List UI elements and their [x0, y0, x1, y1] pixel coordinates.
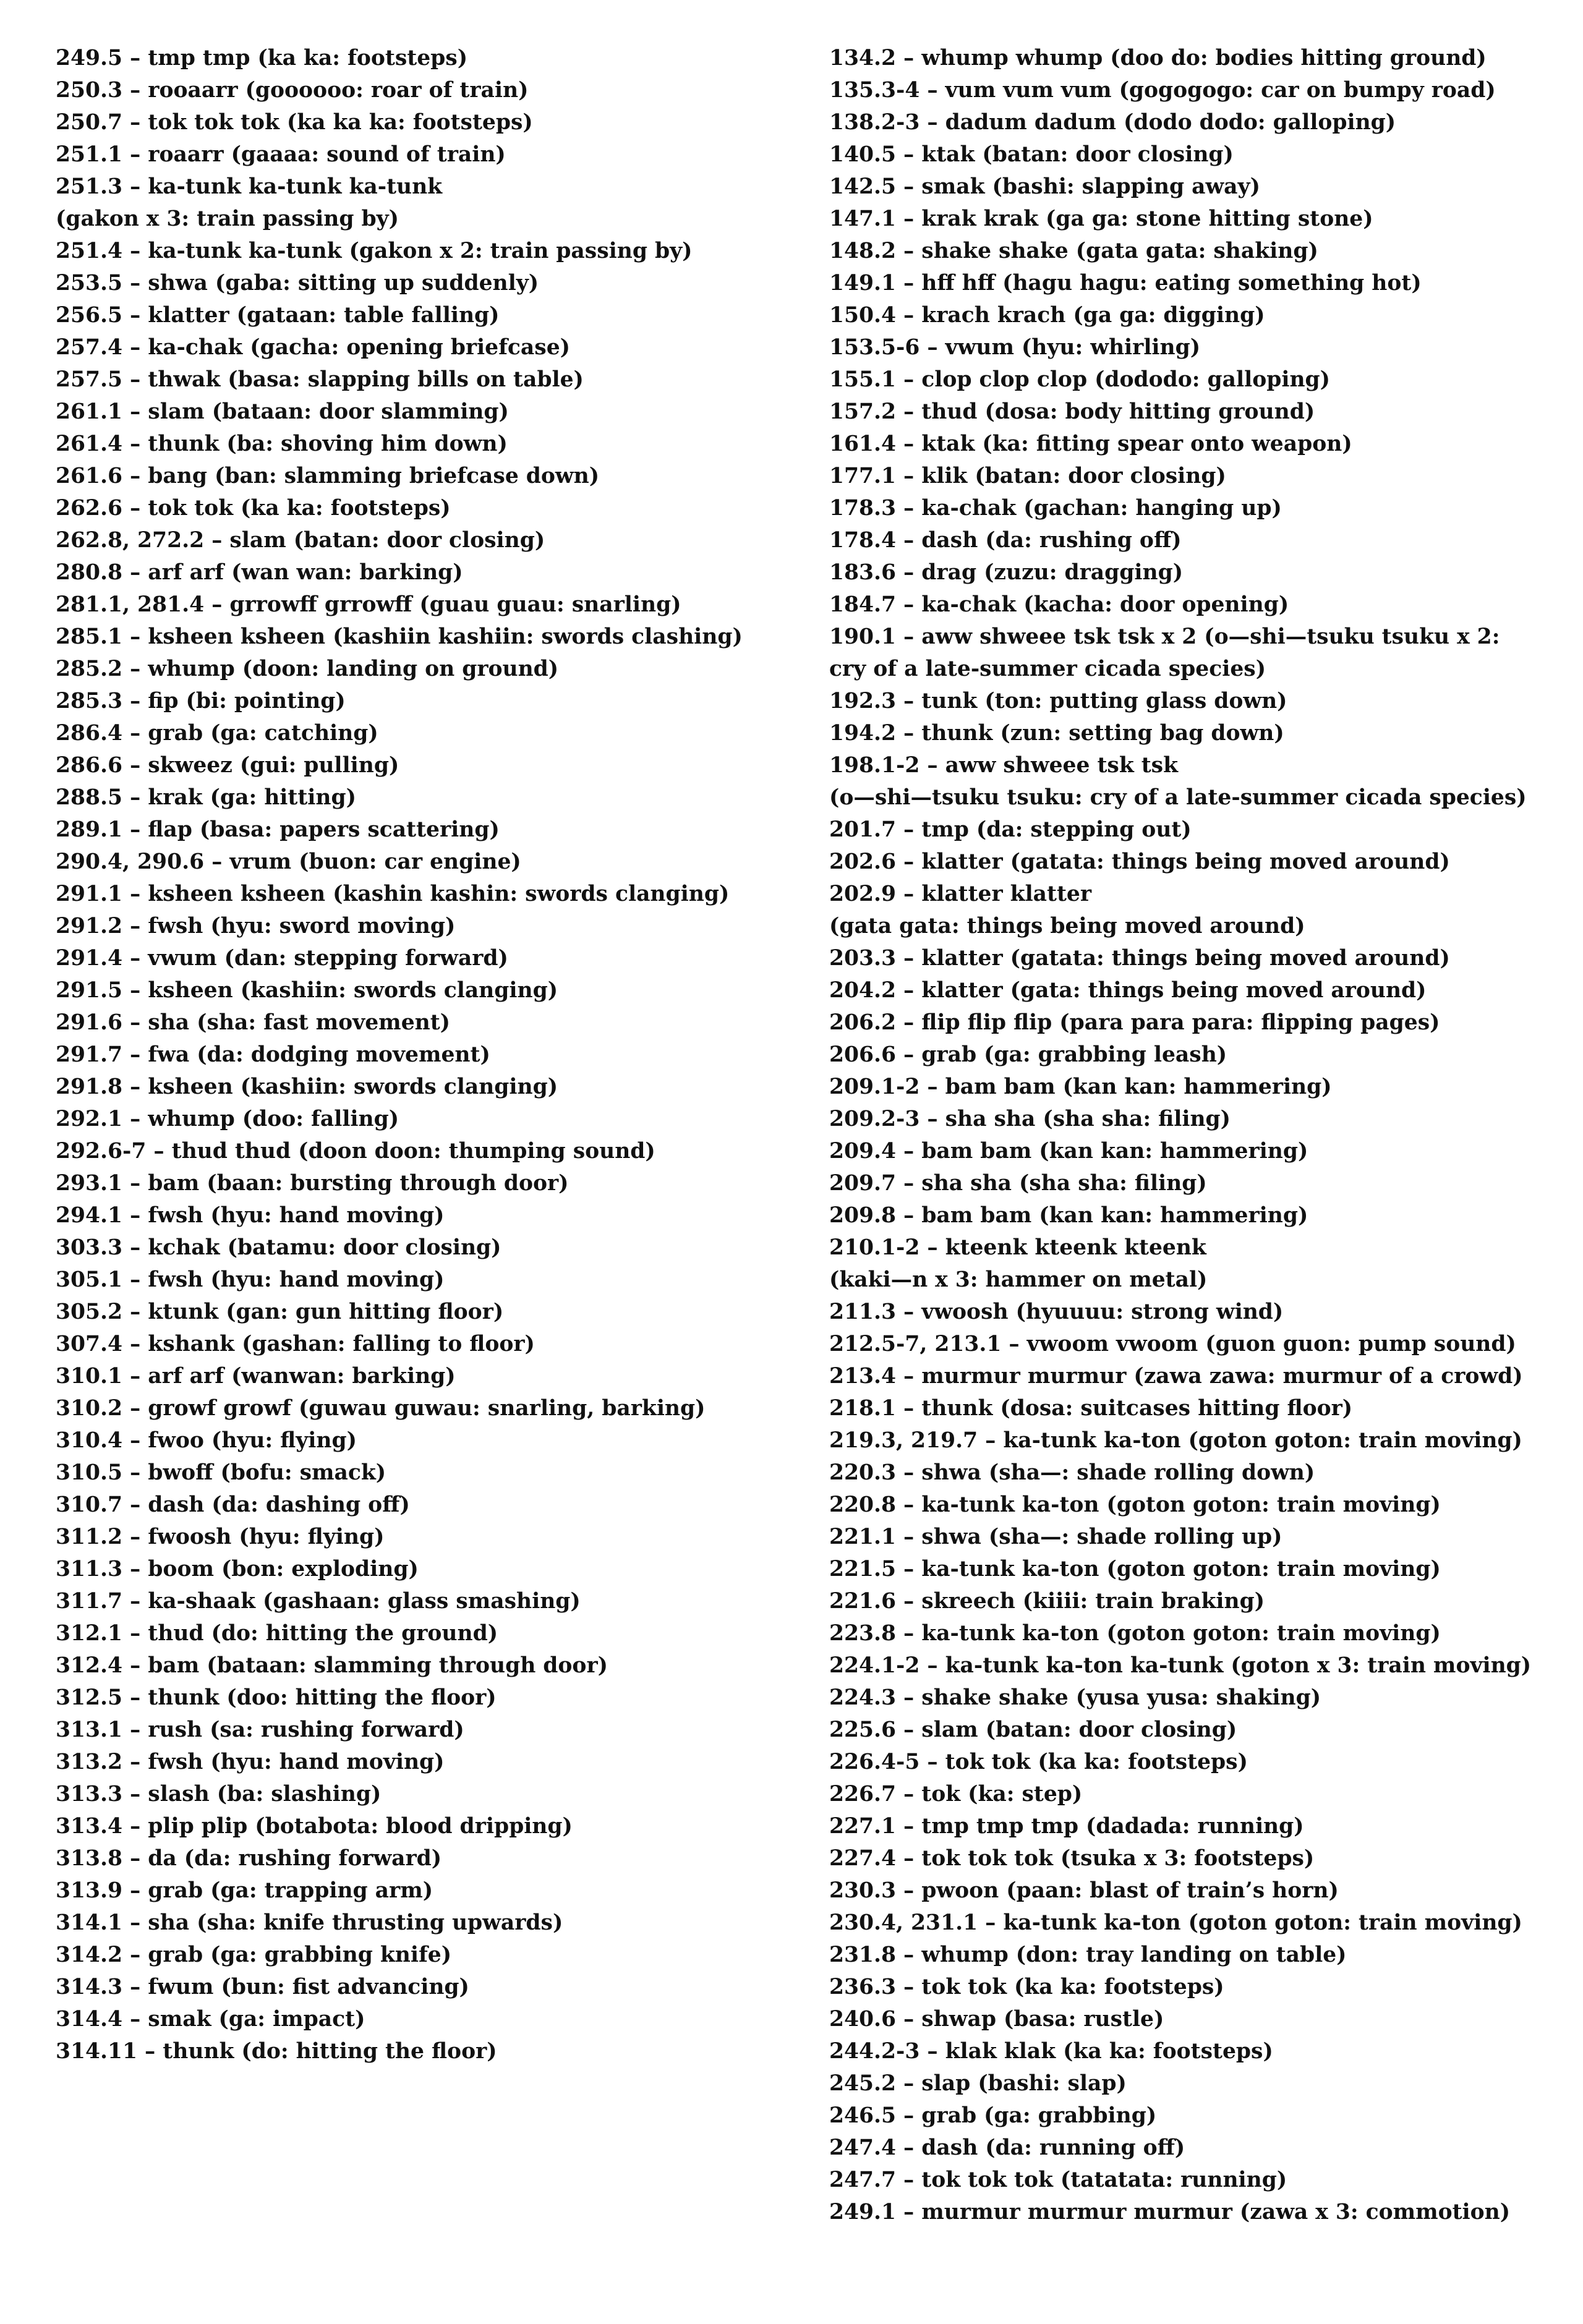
sfx-entry: 134.2 – whump whump (doo do: bodies hitting ground): [829, 46, 1487, 70]
sfx-entry: 257.4 – ka-chak (gacha: opening briefcase): [56, 335, 570, 360]
sfx-entry: 286.6 – skweez (gui: pulling): [56, 753, 399, 778]
sfx-entry: 294.1 – fwsh (hyu: hand moving): [56, 1203, 445, 1228]
sfx-entry: 251.3 – ka-tunk ka-tunk ka-tunk: [56, 174, 443, 199]
sfx-entry: 149.1 – hff hff (hagu hagu: eating something hot): [829, 271, 1422, 296]
sfx-entry: 178.3 – ka-chak (gachan: hanging up): [829, 496, 1282, 521]
sfx-entry: 190.1 – aww shweee tsk tsk x 2 (o—shi—tsuku tsuku x 2:: [829, 624, 1500, 649]
sfx-entry: 310.1 – arf arf (wanwan: barking): [56, 1364, 456, 1389]
sfx-entry: 310.2 – growf growf (guwau guwau: snarling, barking): [56, 1396, 706, 1421]
sfx-entry: 291.4 – vwum (dan: stepping forward): [56, 946, 508, 971]
sfx-entry: 227.4 – tok tok tok (tsuka x 3: footsteps): [829, 1846, 1315, 1871]
sfx-entry: 209.8 – bam bam (kan kan: hammering): [829, 1203, 1308, 1228]
sfx-entry: 307.4 – kshank (gashan: falling to floor): [56, 1332, 535, 1356]
sfx-entry: 291.5 – ksheen (kashiin: swords clanging): [56, 978, 558, 1003]
sfx-entry: 312.4 – bam (bataan: slamming through door): [56, 1653, 608, 1678]
sfx-entry: 290.4, 290.6 – vrum (buon: car engine): [56, 849, 521, 874]
sfx-entry: 148.2 – shake shake (gata gata: shaking): [829, 239, 1318, 263]
sfx-entry: 209.7 – sha sha (sha sha: filing): [829, 1171, 1207, 1196]
sfx-entry: 230.3 – pwoon (paan: blast of train’s horn): [829, 1878, 1339, 1903]
sfx-entry: 221.1 – shwa (sha—: shade rolling up): [829, 1525, 1282, 1549]
sfx-entry: (o—shi—tsuku tsuku: cry of a late-summer cicada species): [829, 785, 1527, 810]
sfx-entry: 142.5 – smak (bashi: slapping away): [829, 174, 1260, 199]
sfx-entry: 221.6 – skreech (kiiii: train braking): [829, 1589, 1265, 1614]
sfx-entry: 244.2-3 – klak klak (ka ka: footsteps): [829, 2039, 1273, 2064]
sfx-entry: 293.1 – bam (baan: bursting through door): [56, 1171, 569, 1196]
sfx-entry: 204.2 – klatter (gata: things being moved around): [829, 978, 1427, 1003]
sfx-entry: 313.1 – rush (sa: rushing forward): [56, 1717, 464, 1742]
sfx-entry: 227.1 – tmp tmp tmp (dadada: running): [829, 1814, 1304, 1839]
sfx-entry: 230.4, 231.1 – ka-tunk ka-ton (goton goton: train moving): [829, 1910, 1522, 1935]
sfx-entry: 314.2 – grab (ga: grabbing knife): [56, 1943, 452, 1967]
sfx-entry: 135.3-4 – vum vum vum (gogogogo: car on bumpy road): [829, 78, 1496, 103]
sfx-entry: 310.7 – dash (da: dashing off): [56, 1492, 410, 1517]
sfx-entry: 223.8 – ka-tunk ka-ton (goton goton: train moving): [829, 1621, 1441, 1646]
sfx-entry: 311.3 – boom (bon: exploding): [56, 1557, 419, 1581]
right-column: [829, 42, 1571, 2228]
sfx-entry: 311.2 – fwoosh (hyu: flying): [56, 1525, 385, 1549]
sfx-entry: 303.3 – kchak (batamu: door closing): [56, 1235, 501, 1260]
sfx-entry: 247.7 – tok tok tok (tatatata: running): [829, 2168, 1287, 2192]
sfx-entry: 310.4 – fwoo (hyu: flying): [56, 1428, 357, 1453]
sfx-entry: 240.6 – shwap (basa: rustle): [829, 2007, 1164, 2032]
sfx-entry: 292.6-7 – thud thud (doon doon: thumping sound): [56, 1139, 655, 1164]
sfx-entry: 246.5 – grab (ga: grabbing): [829, 2103, 1157, 2128]
sfx-entry: 194.2 – thunk (zun: setting bag down): [829, 721, 1284, 746]
sfx-entry: 291.8 – ksheen (kashiin: swords clanging): [56, 1075, 558, 1099]
sfx-entry: 213.4 – murmur murmur (zawa zawa: murmur of a crowd): [829, 1364, 1523, 1389]
sfx-entry: 220.3 – shwa (sha—: shade rolling down): [829, 1460, 1315, 1485]
sfx-entry: 314.4 – smak (ga: impact): [56, 2007, 365, 2032]
sfx-entry: 212.5-7, 213.1 – vwoom vwoom (guon guon: pump sound): [829, 1332, 1516, 1356]
sfx-entry: 250.7 – tok tok tok (ka ka ka: footsteps): [56, 110, 533, 135]
sfx-entry: 224.3 – shake shake (yusa yusa: shaking): [829, 1685, 1321, 1710]
sfx-entry: 261.6 – bang (ban: slamming briefcase down): [56, 464, 600, 488]
sfx-entry: 225.6 – slam (batan: door closing): [829, 1717, 1237, 1742]
sfx-entry: 220.8 – ka-tunk ka-ton (goton goton: train moving): [829, 1492, 1441, 1517]
sfx-entry: 209.4 – bam bam (kan kan: hammering): [829, 1139, 1308, 1164]
sfx-entry: cry of a late-summer cicada species): [829, 657, 1266, 681]
sfx-entry: 285.3 – fip (bi: pointing): [56, 689, 346, 713]
sfx-entry: 206.6 – grab (ga: grabbing leash): [829, 1042, 1227, 1067]
sfx-entry: 313.8 – da (da: rushing forward): [56, 1846, 442, 1871]
sfx-entry: 245.2 – slap (bashi: slap): [829, 2071, 1127, 2096]
sfx-entry: (gata gata: things being moved around): [829, 914, 1305, 939]
sfx-entry: 206.2 – flip flip flip (para para para: flipping pages): [829, 1010, 1440, 1035]
sfx-entry: 280.8 – arf arf (wan wan: barking): [56, 560, 463, 585]
sfx-entry: 311.7 – ka-shaak (gashaan: glass smashing): [56, 1589, 581, 1614]
sfx-entry: 262.6 – tok tok (ka ka: footsteps): [56, 496, 451, 521]
sfx-entry: (gakon x 3: train passing by): [56, 206, 399, 231]
sfx-entry: 261.1 – slam (bataan: door slamming): [56, 399, 509, 424]
sfx-entry: 291.1 – ksheen ksheen (kashin kashin: swords clanging): [56, 882, 730, 906]
sfx-entry: 286.4 – grab (ga: catching): [56, 721, 378, 746]
sfx-entry: 288.5 – krak (ga: hitting): [56, 785, 356, 810]
sfx-entry: 250.3 – rooaarr (goooooo: roar of train): [56, 78, 529, 103]
sfx-entry: 305.1 – fwsh (hyu: hand moving): [56, 1267, 445, 1292]
sfx-entry: 209.2-3 – sha sha (sha sha: filing): [829, 1107, 1231, 1131]
sfx-entry: 249.1 – murmur murmur murmur (zawa x 3: commotion): [829, 2200, 1511, 2224]
sfx-entry: 285.2 – whump (doon: landing on ground): [56, 657, 559, 681]
sfx-entry: 312.1 – thud (do: hitting the ground): [56, 1621, 498, 1646]
sfx-entry: 313.9 – grab (ga: trapping arm): [56, 1878, 433, 1903]
sfx-entry: 257.5 – thwak (basa: slapping bills on table): [56, 367, 584, 392]
sfx-entry: 183.6 – drag (zuzu: dragging): [829, 560, 1184, 585]
sfx-entry: 224.1-2 – ka-tunk ka-ton ka-tunk (goton x 3: train moving): [829, 1653, 1532, 1678]
sfx-entry: 201.7 – tmp (da: stepping out): [829, 817, 1192, 842]
sfx-entry: 291.7 – fwa (da: dodging movement): [56, 1042, 490, 1067]
sfx-entry: 261.4 – thunk (ba: shoving him down): [56, 432, 508, 456]
sfx-entry: 314.3 – fwum (bun: fist advancing): [56, 1975, 469, 1999]
sfx-entry: 262.8, 272.2 – slam (batan: door closing): [56, 528, 545, 553]
sfx-entry: 209.1-2 – bam bam (kan kan: hammering): [829, 1075, 1332, 1099]
sfx-entry: 231.8 – whump (don: tray landing on table): [829, 1943, 1347, 1967]
sfx-entry: 210.1-2 – kteenk kteenk kteenk: [829, 1235, 1206, 1260]
sfx-entry: 211.3 – vwoosh (hyuuuu: strong wind): [829, 1300, 1284, 1324]
sfx-entry: 285.1 – ksheen ksheen (kashiin kashiin: swords clashing): [56, 624, 743, 649]
sfx-entry: 184.7 – ka-chak (kacha: door opening): [829, 592, 1289, 617]
sfx-entry: 161.4 – ktak (ka: fitting spear onto weapon): [829, 432, 1352, 456]
sfx-entry: 138.2-3 – dadum dadum (dodo dodo: galloping): [829, 110, 1396, 135]
sfx-entry: 192.3 – tunk (ton: putting glass down): [829, 689, 1287, 713]
sfx-entry: 202.6 – klatter (gatata: things being moved around): [829, 849, 1450, 874]
sfx-entry: 218.1 – thunk (dosa: suitcases hitting floor): [829, 1396, 1353, 1421]
sfx-entry: 256.5 – klatter (gataan: table falling): [56, 303, 500, 328]
sfx-entry: 253.5 – shwa (gaba: sitting up suddenly): [56, 271, 539, 296]
sfx-entry: 153.5-6 – vwum (hyu: whirling): [829, 335, 1201, 360]
sfx-entry: 281.1, 281.4 – grrowff grrowff (guau guau: snarling): [56, 592, 681, 617]
sfx-entry: 155.1 – clop clop clop (dododo: galloping): [829, 367, 1331, 392]
sfx-entry: 249.5 – tmp tmp (ka ka: footsteps): [56, 46, 468, 70]
sfx-entry: 202.9 – klatter klatter: [829, 882, 1092, 906]
sfx-entry: 140.5 – ktak (batan: door closing): [829, 142, 1234, 167]
sfx-entry: 312.5 – thunk (doo: hitting the floor): [56, 1685, 497, 1710]
sfx-entry: 226.7 – tok (ka: step): [829, 1782, 1083, 1807]
sfx-entry: 178.4 – dash (da: rushing off): [829, 528, 1182, 553]
sfx-entry: 203.3 – klatter (gatata: things being moved around): [829, 946, 1450, 971]
sfx-entry: (kaki—n x 3: hammer on metal): [829, 1267, 1208, 1292]
sfx-entry: 292.1 – whump (doo: falling): [56, 1107, 399, 1131]
sfx-entry: 251.4 – ka-tunk ka-tunk (gakon x 2: train passing by): [56, 239, 693, 263]
sfx-entry: 314.11 – thunk (do: hitting the floor): [56, 2039, 497, 2064]
sfx-entry: 313.2 – fwsh (hyu: hand moving): [56, 1750, 445, 1774]
sfx-entry: 226.4-5 – tok tok (ka ka: footsteps): [829, 1750, 1248, 1774]
sfx-entry: 150.4 – krach krach (ga ga: digging): [829, 303, 1265, 328]
sfx-entry: 221.5 – ka-tunk ka-ton (goton goton: train moving): [829, 1557, 1441, 1581]
sfx-entry: 236.3 – tok tok (ka ka: footsteps): [829, 1975, 1224, 1999]
sfx-entry: 305.2 – ktunk (gan: gun hitting floor): [56, 1300, 504, 1324]
sfx-entry: 198.1-2 – aww shweee tsk tsk: [829, 753, 1178, 778]
sfx-entry: 157.2 – thud (dosa: body hitting ground): [829, 399, 1315, 424]
sfx-entry: 177.1 – klik (batan: door closing): [829, 464, 1226, 488]
sfx-entry: 289.1 – flap (basa: papers scattering): [56, 817, 500, 842]
sfx-entry: 314.1 – sha (sha: knife thrusting upwards): [56, 1910, 563, 1935]
sfx-entry: 219.3, 219.7 – ka-tunk ka-ton (goton goton: train moving): [829, 1428, 1522, 1453]
sfx-entry: 291.2 – fwsh (hyu: sword moving): [56, 914, 456, 939]
sfx-entry: 310.5 – bwoff (bofu: smack): [56, 1460, 386, 1485]
sfx-entry: 291.6 – sha (sha: fast movement): [56, 1010, 450, 1035]
sfx-entry: 251.1 – roaarr (gaaaa: sound of train): [56, 142, 506, 167]
sfx-entry: 147.1 – krak krak (ga ga: stone hitting stone): [829, 206, 1373, 231]
sfx-entry: 313.4 – plip plip (botabota: blood dripping): [56, 1814, 573, 1839]
sfx-entry: 313.3 – slash (ba: slashing): [56, 1782, 382, 1807]
sfx-entry: 247.4 – dash (da: running off): [829, 2135, 1185, 2160]
left-column: [56, 42, 785, 2067]
